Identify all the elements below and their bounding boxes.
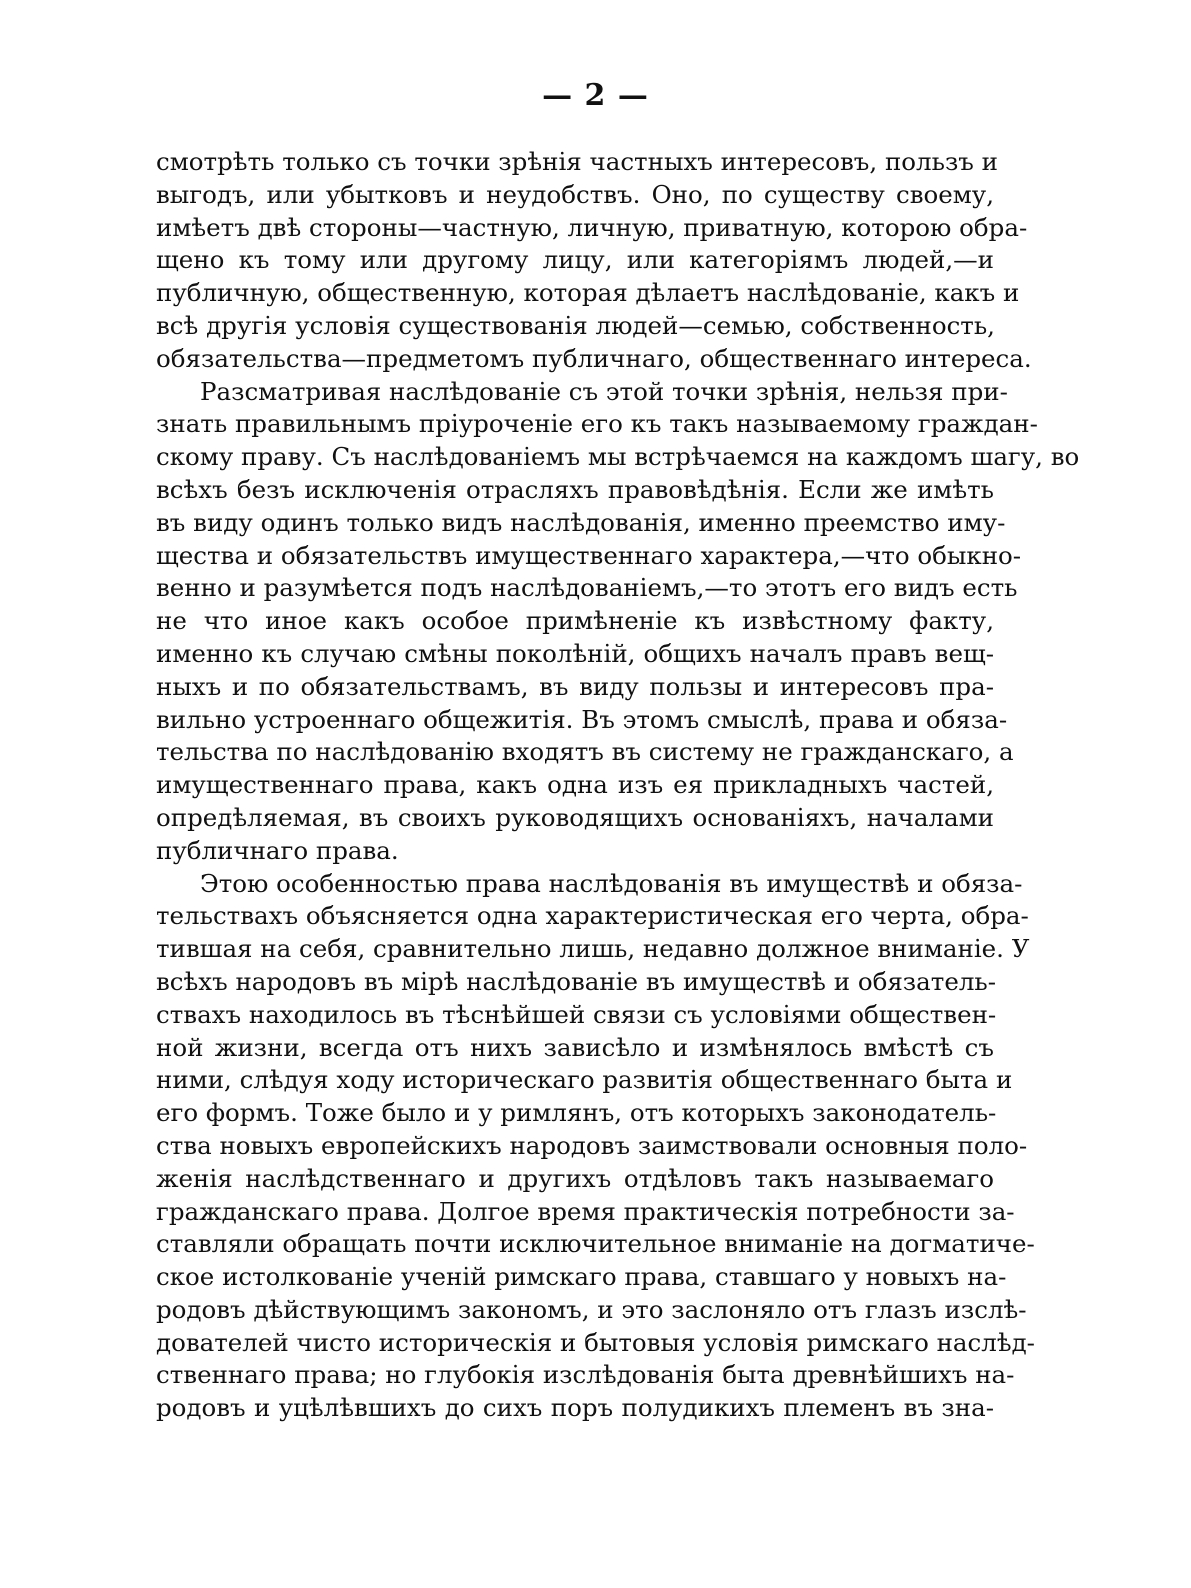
text-line: именно къ случаю смѣны поколѣній, общихъ началъ правъ вещ- [156,638,994,668]
text-line: публичнаго права. [156,835,399,865]
text-line: ной жизни, всегда отъ нихъ зависѣло и измѣнялось вмѣстѣ съ [156,1032,994,1062]
text-line: всѣ другія условія существованія людей—семью, собственность, [156,310,995,340]
body-text [156,146,1080,1425]
text-line: ское истолкованіе ученій римскаго права, ставшаго у новыхъ на- [156,1262,1007,1292]
text-line: опредѣляемая, въ своихъ руководящихъ основаніяхъ, началами [156,802,994,832]
text-line: женія наслѣдственнаго и другихъ отдѣловъ такъ называемаго [156,1163,994,1193]
text-line: ныхъ и по обязательствамъ, въ виду пользы и интересовъ пра- [156,671,994,701]
text-line: щено къ тому или другому лицу, или категоріямъ людей,—и [156,245,994,275]
paragraph-2 [156,376,1080,868]
paragraph-1 [156,146,1032,376]
text-line: венно и разумѣется подъ наслѣдованіемъ,—то этотъ его видъ есть [156,573,1018,603]
text-line: тившая на себя, сравнительно лишь, недавно должное вниманіе. У [156,934,1030,964]
text-line: ствахъ находилось въ тѣснѣйшей связи съ условіями обществен- [156,999,997,1029]
text-line: ственнаго права; но глубокія изслѣдованія быта древнѣйшихъ на- [156,1360,1015,1390]
text-line: щества и обязательствъ имущественнаго характера,—что обыкно- [156,540,1022,570]
text-line: скому праву. Съ наслѣдованіемъ мы встрѣчаемся на каждомъ шагу, во [156,442,1080,472]
paragraph-3 [156,868,1035,1426]
text-line: тельства по наслѣдованію входятъ въ систему не гражданскаго, а [156,737,1014,767]
text-line: выгодъ, или убытковъ и неудобствъ. Оно, по существу своему, [156,179,994,209]
text-line: всѣхъ безъ исключенія отрасляхъ правовѣдѣнія. Если же имѣть [156,474,994,504]
page-number: — 2 — [542,78,649,113]
text-line: родовъ дѣйствующимъ закономъ, и это заслоняло отъ глазъ изслѣ- [156,1294,1027,1324]
text-line: обязательства—предметомъ публичнаго, общественнаго интереса. [156,343,1032,373]
text-line: его формъ. Тоже было и у римлянъ, отъ которыхъ законодатель- [156,1098,997,1128]
text-line: ними, слѣдуя ходу историческаго развитія общественнаго быта и [156,1065,1013,1095]
text-line: публичную, общественную, которая дѣлаетъ наслѣдованіе, какъ и [156,278,1020,308]
text-line: смотрѣть только съ точки зрѣнія частныхъ интересовъ, пользъ и [156,147,999,176]
text-line: имущественнаго права, какъ одна изъ ея прикладныхъ частей, [156,770,994,800]
text-line: родовъ и уцѣлѣвшихъ до сихъ поръ полудикихъ племенъ въ зна- [156,1393,994,1423]
text-line: тельствахъ объясняется одна характеристическая его черта, обра- [156,901,1029,931]
text-line: дователей чисто историческія и бытовыя условія римскаго наслѣд- [156,1327,1035,1357]
text-line: Этою особенностью права наслѣдованія въ имуществѣ и обяза- [200,868,1023,898]
text-line: Разсматривая наслѣдованіе съ этой точки зрѣнія, нельзя при- [200,376,1008,406]
text-line: имѣетъ двѣ стороны—частную, личную, приватную, которою обра- [156,212,1028,242]
text-line: вильно устроеннаго общежитія. Въ этомъ смыслѣ, права и обяза- [156,704,1008,734]
text-line: не что иное какъ особое примѣненіе къ извѣстному факту, [156,606,994,636]
text-line: ства новыхъ европейскихъ народовъ заимствовали основныя поло- [156,1130,1028,1160]
text-line: всѣхъ народовъ въ мірѣ наслѣдованіе въ имуществѣ и обязатель- [156,966,996,996]
text-line: въ виду одинъ только видъ наслѣдованія, именно преемство иму- [156,507,1006,537]
text-line: ставляли обращать почти исключительное вниманіе на догматиче- [156,1229,1035,1259]
text-line: гражданскаго права. Долгое время практическія потребности за- [156,1196,1015,1226]
text-line: знать правильнымъ пріуроченіе его къ такъ называемому граждан- [156,409,1038,439]
